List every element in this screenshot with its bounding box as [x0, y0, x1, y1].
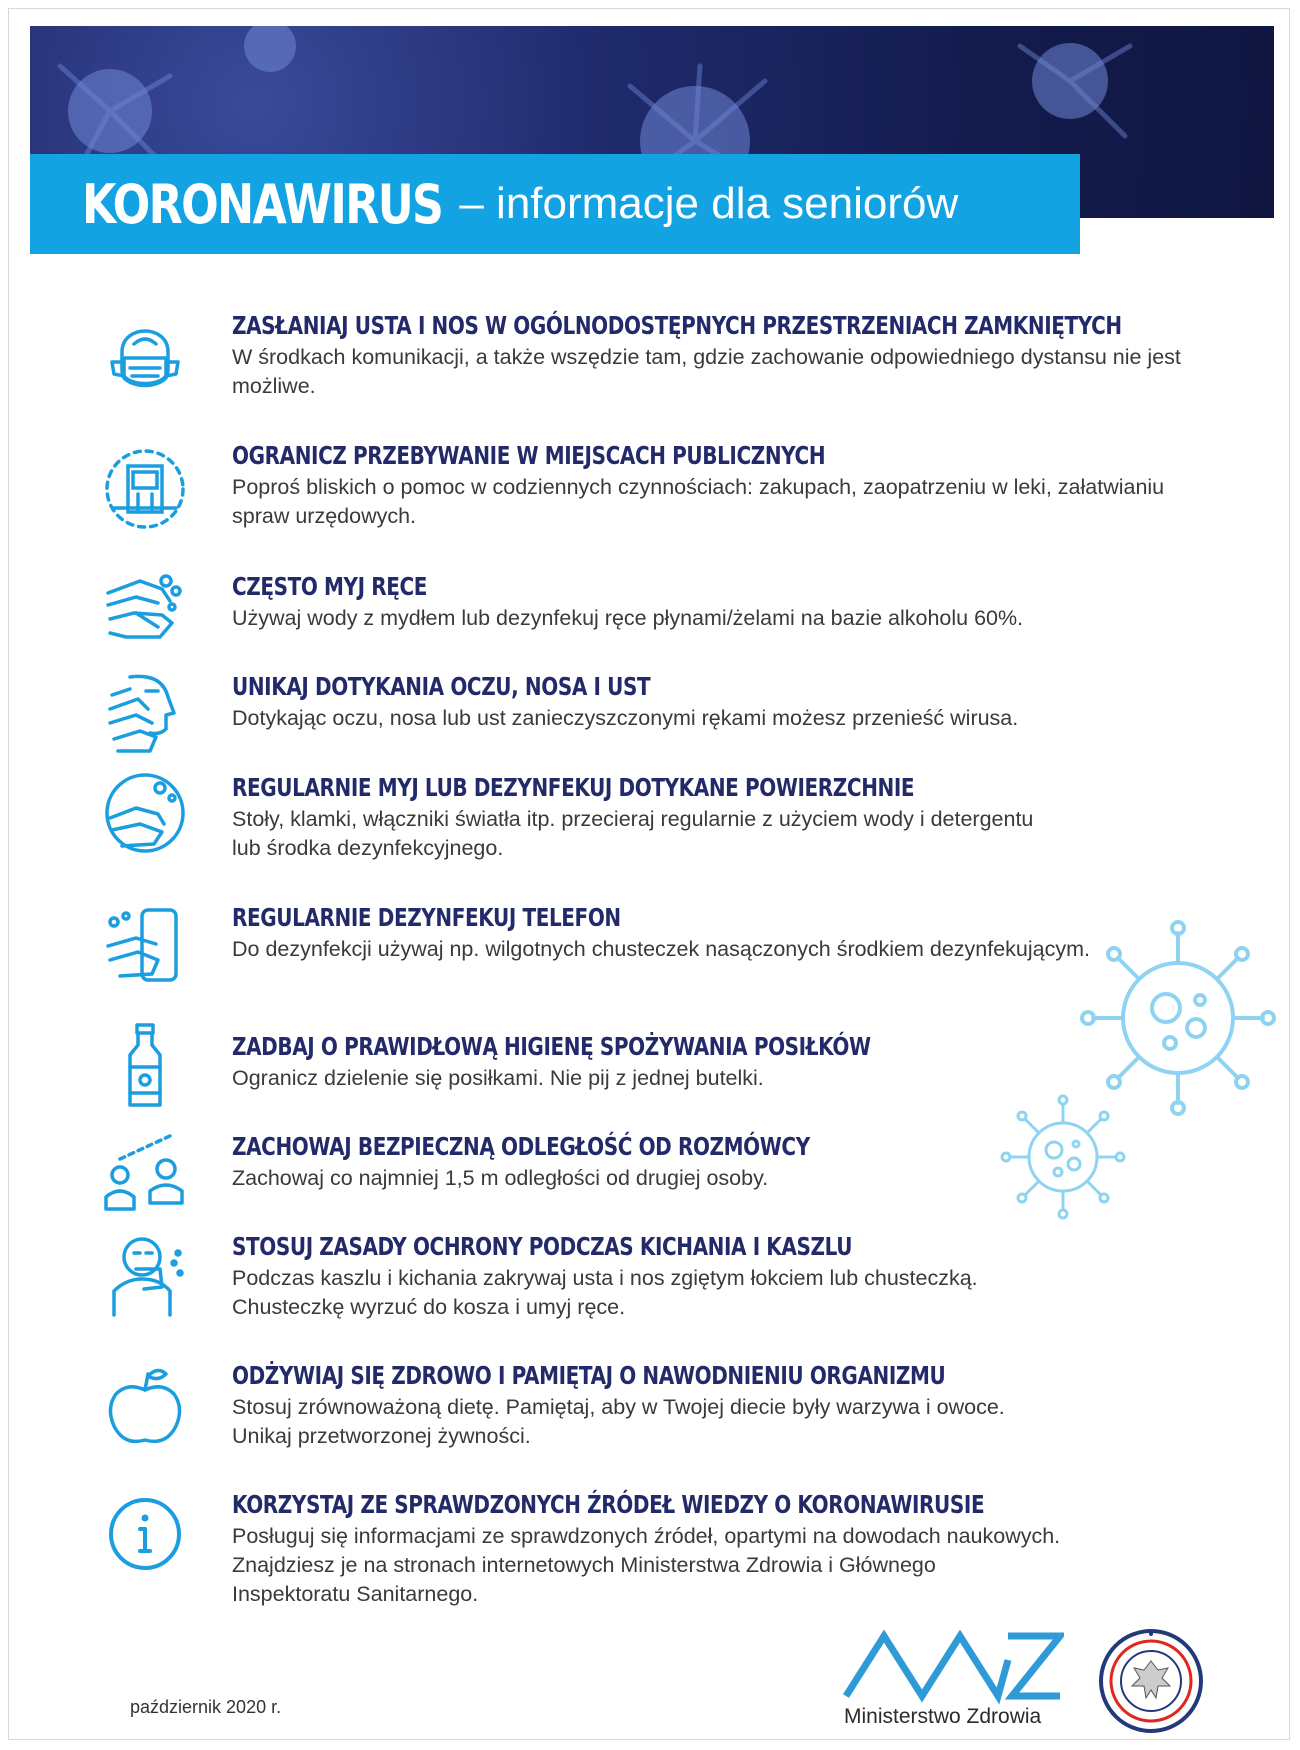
list-item — [0, 440, 1300, 560]
sneeze-elbow-icon — [100, 1229, 190, 1319]
item-heading: ODŻYWIAJ SIĘ ZDROWO I PAMIĘTAJ O NAWODNIENIU ORGANIZMU — [232, 1361, 946, 1390]
distance-icon — [100, 1123, 190, 1213]
item-body: Poproś bliskich o pomoc w codziennych czynnościach: zakupach, zaopatrzeniu w leki, załatwianiu spraw urzędowych. — [232, 475, 1165, 528]
item-heading: CZĘSTO MYJ RĘCE — [232, 572, 428, 601]
list-item — [0, 310, 1300, 430]
item-body: Stoły, klamki, włączniki światła itp. przecieraj regularnie z użyciem wody i detergentu lub środka dezynfekcyjnego. — [232, 807, 1034, 860]
item-body: Posługuj się informacjami ze sprawdzonych źródeł, opartymi na dowodach naukowych. Znajdziesz je na stronach internetowych Ministerstwa Zdrowia i Głównego Inspektoratu Sanitarnego. — [232, 1524, 1061, 1606]
item-body: Stosuj zrównoważoną dietę. Pamiętaj, aby w Twojej diecie były warzywa i owoce. Unikaj przetworzonej żywności. — [232, 1395, 1005, 1448]
item-heading: OGRANICZ PRZEBYWANIE W MIEJSCACH PUBLICZNYCH — [232, 441, 826, 470]
info-icon — [100, 1489, 190, 1579]
item-heading: STOSUJ ZASADY OCHRONY PODCZAS KICHANIA I KASZLU — [232, 1232, 853, 1261]
list-item — [0, 902, 1300, 1022]
touch-face-icon — [100, 669, 190, 759]
hand-wash-icon — [100, 563, 190, 653]
ministry-name: Ministerstwo Zdrowia — [844, 1705, 1042, 1728]
item-body: Dotykając oczu, nosa lub ust zanieczyszczonymi rękami możesz przenieść wirusa. — [232, 706, 1019, 730]
item-body: Do dezynfekcji używaj np. wilgotnych chusteczek nasączonych środkiem dezynfekującym. — [232, 937, 1091, 961]
list-item — [0, 772, 1300, 892]
wipe-surface-icon — [100, 768, 190, 858]
title-bar — [30, 154, 1080, 254]
item-heading: ZADBAJ O PRAWIDŁOWĄ HIGIENĘ SPOŻYWANIA POSIŁKÓW — [232, 1032, 871, 1061]
item-heading: ZASŁANIAJ USTA I NOS W OGÓLNODOSTĘPNYCH PRZESTRZENIACH ZAMKNIĘTYCH — [232, 311, 1122, 340]
list-item — [0, 1360, 1300, 1480]
face-mask-icon — [100, 312, 190, 402]
item-heading: KORZYSTAJ ZE SPRAWDZONYCH ŹRÓDEŁ WIEDZY O KORONAWIRUSIE — [232, 1490, 985, 1519]
publication-date: październik 2020 r. — [130, 1697, 282, 1717]
apple-icon — [100, 1362, 190, 1452]
item-body: Podczas kaszlu i kichania zakrywaj usta i nos zgiętym łokciem lub chusteczką. Chusteczkę wyrzuć do kosza i umyj ręce. — [232, 1266, 978, 1319]
item-heading: REGULARNIE MYJ LUB DEZYNFEKUJ DOTYKANE POWIERZCHNIE — [232, 773, 915, 802]
bottle-icon — [100, 1021, 190, 1111]
item-heading: ZACHOWAJ BEZPIECZNĄ ODLEGŁOŚĆ OD ROZMÓWCY — [232, 1132, 810, 1161]
sanitary-inspection-seal-icon — [1098, 1628, 1204, 1734]
item-body: Ogranicz dzielenie się posiłkami. Nie pij z jednej butelki. — [232, 1066, 764, 1090]
page-title: KORONAWIRUS — [82, 172, 443, 236]
item-body: Zachowaj co najmniej 1,5 m odległości od drugiej osoby. — [232, 1166, 769, 1190]
item-heading: REGULARNIE DEZYNFEKUJ TELEFON — [232, 903, 621, 932]
page-subtitle: – informacje dla seniorów — [459, 179, 959, 228]
phone-clean-icon — [100, 904, 190, 994]
list-item — [0, 1489, 1300, 1609]
list-item — [0, 1231, 1300, 1351]
item-body: Używaj wody z mydłem lub dezynfekuj ręce płynami/żelami na bazie alkoholu 60%. — [232, 606, 1024, 630]
item-heading: UNIKAJ DOTYKANIA OCZU, NOSA I UST — [232, 672, 651, 701]
building-icon — [100, 444, 190, 534]
item-body: W środkach komunikacji, a także wszędzie tam, gdzie zachowanie odpowiedniego dystansu nie jest możliwe. — [232, 345, 1181, 398]
